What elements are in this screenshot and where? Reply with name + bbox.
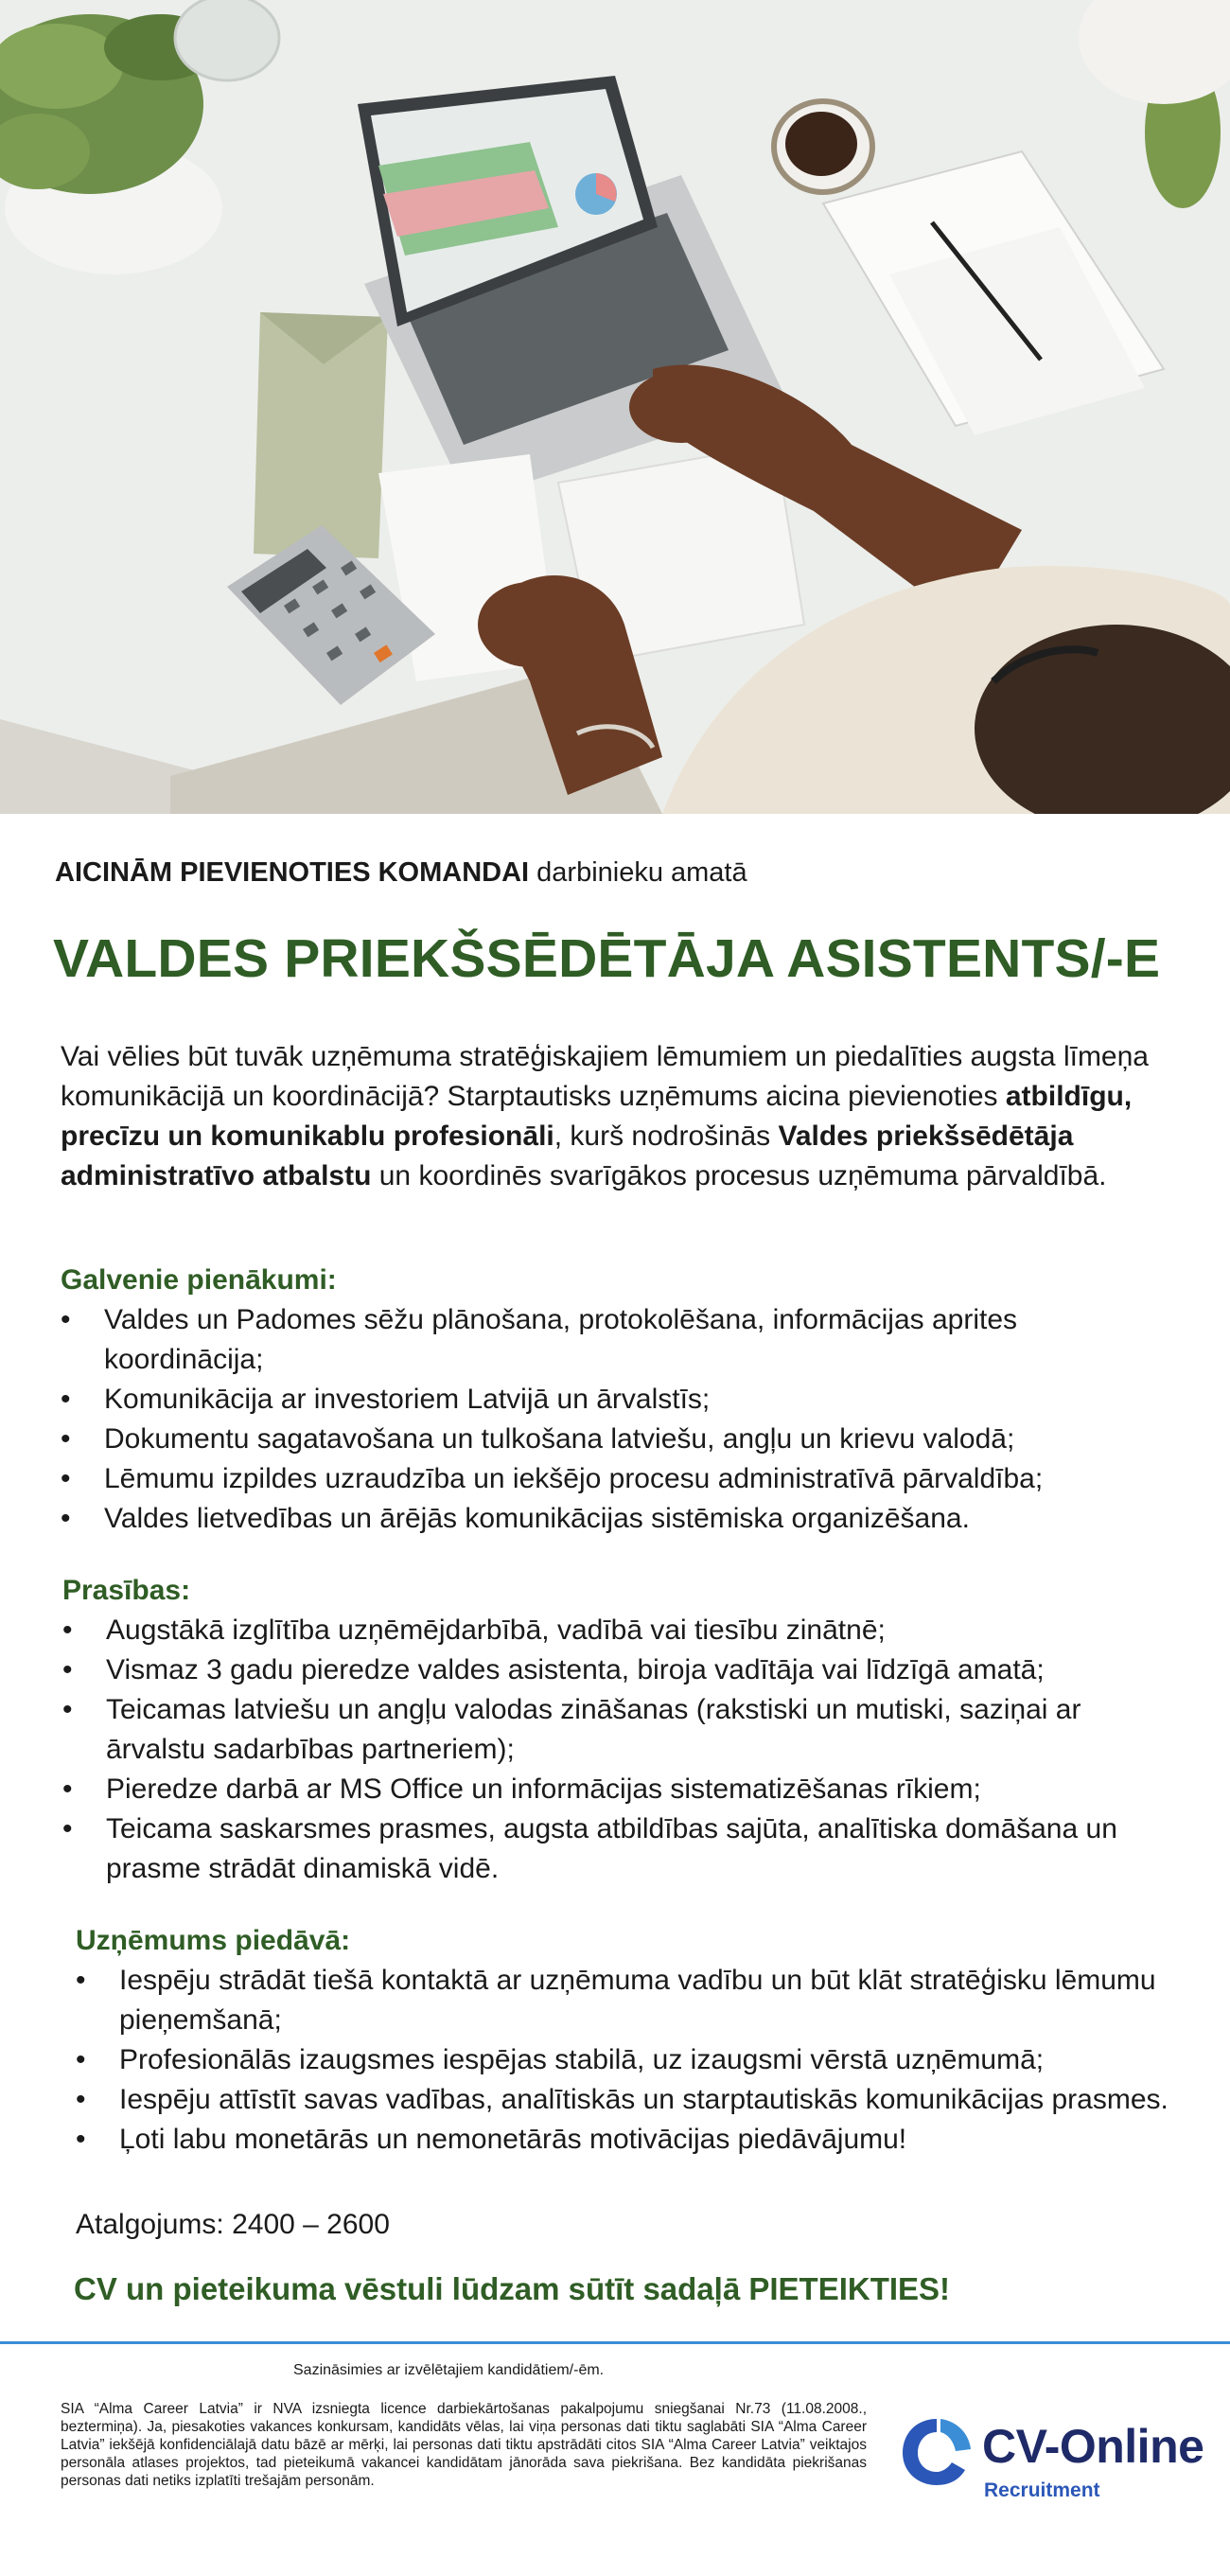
- intro-line: [55, 857, 747, 889]
- lead-part1: Vai vēlies būt tuvāk uzņēmuma stratēģiskajiem lēmumiem un piedalīties augsta līmeņa komunikācijā un koordinācijā? Starptautisks uzņēmums aicina pievienoties: [61, 1041, 1149, 1112]
- list-item: • Valdes lietvedības un ārējās komunikācijas sistēmiska organizēšana.: [61, 1499, 1168, 1539]
- requirements-heading: Prasības:: [62, 1575, 191, 1606]
- list-item: • Vismaz 3 gadu pieredze valdes asistenta, biroja vadītāja vai līdzīgā amatā;: [62, 1650, 1169, 1690]
- job-title: VALDES PRIEKŠSĒDĒTĀJA ASISTENTS/-E: [53, 928, 1161, 989]
- list-item: • Iespēju attīstīt savas vadības, analītiskās un starptautiskās komunikācijas prasmes.: [76, 2080, 1183, 2120]
- hero-photo: [0, 0, 1230, 814]
- list-item: • Profesionālās izaugsmes iespējas stabilā, uz izaugsmi vērstā uzņēmumā;: [76, 2040, 1183, 2080]
- list-item: • Teicama saskarsmes prasmes, augsta atbildības sajūta, analītiska domāšana un prasme strādāt dinamiskā vidē.: [62, 1809, 1169, 1889]
- lead-bold2: Valdes priekšsēdētāja administratīvo atbalstu: [61, 1120, 1074, 1191]
- footer-divider: [0, 2341, 1230, 2344]
- requirements-list: [62, 1611, 1169, 1889]
- duties-list: [61, 1300, 1168, 1539]
- list-item: • Pieredze darbā ar MS Office un informācijas sistematizēšanas rīkiem;: [62, 1770, 1169, 1809]
- lead-part3: un koordinēs svarīgākos procesus uzņēmuma pārvaldībā.: [371, 1160, 1107, 1191]
- apply-call-to-action: CV un pieteikuma vēstuli lūdzam sūtīt sadaļā PIETEIKTIES!: [74, 2271, 951, 2306]
- lead-bold1: atbildīgu, precīzu un komunikablu profesionāli: [61, 1081, 1133, 1152]
- offer-heading: Uzņēmums piedāvā:: [76, 1925, 351, 1956]
- list-item: • Teicamas latviešu un angļu valodas zināšanas (rakstiski un mutiski, saziņai ar ārvalstu sadarbības partneriem);: [62, 1690, 1169, 1770]
- cv-online-logo: [899, 2408, 1211, 2512]
- list-item: • Komunikācija ar investoriem Latvijā un ārvalstīs;: [61, 1380, 1168, 1420]
- duties-heading: Galvenie pienākumi:: [61, 1264, 337, 1296]
- list-item: • Dokumentu sagatavošana un tulkošana latviešu, angļu un krievu valodā;: [61, 1420, 1168, 1459]
- intro-bold: AICINĀM PIEVIENOTIES KOMANDAI: [55, 857, 530, 888]
- list-item: • Augstākā izglītība uzņēmējdarbībā, vadībā vai tiesību zinātnē;: [62, 1611, 1169, 1650]
- list-item: • Ļoti labu monetārās un nemonetārās motivācijas piedāvājumu!: [76, 2120, 1183, 2160]
- logo-wordmark: CV-Online: [982, 2420, 1204, 2473]
- contact-note: Sazināsimies ar izvēlētajiem kandidātiem/-ēm.: [293, 2362, 605, 2378]
- offer-list: [76, 1961, 1183, 2160]
- cv-online-logo-icon: [899, 2413, 975, 2489]
- legal-disclaimer: SIA “Alma Career Latvia” ir NVA izsniegta licence darbiekārtošanas pakalpojumu sniegšanai Nr.73 (11.08.2008., beztermiņa). Ja, piesakoties vakances konkursam, kandidāts vēlas, lai viņa personas dati tiktu saglabāti SIA “Alma Career Latvia” iekšējā konfidenciālajā datu bāzē ar mērķi, lai personas dati tiktu apstrādāti citos SIA “Alma Career Latvia” veiktajos personāla atlases projektos, tad pieteikumā vakancei kandidātam jānorāda sava piekrišana. Bez kandidāta piekrišanas personas dati netiks izplatīti trešajām personām.: [61, 2401, 867, 2489]
- list-item: • Valdes un Padomes sēžu plānošana, protokolēšana, informācijas aprites koordinācija;: [61, 1300, 1168, 1380]
- logo-subtitle: Recruitment: [984, 2479, 1100, 2501]
- salary-text: Atalgojums: 2400 – 2600: [76, 2209, 390, 2240]
- lead-part2: , kurš nodrošinās: [554, 1120, 779, 1152]
- intro-rest: darbinieku amatā: [529, 857, 747, 888]
- list-item: • Lēmumu izpildes uzraudzība un iekšējo procesu administratīvā pārvaldība;: [61, 1459, 1168, 1499]
- lead-paragraph: [61, 1037, 1158, 1196]
- list-item: • Iespēju strādāt tiešā kontaktā ar uzņēmuma vadību un būt klāt stratēģisku lēmumu pieņemšanā;: [76, 1961, 1183, 2040]
